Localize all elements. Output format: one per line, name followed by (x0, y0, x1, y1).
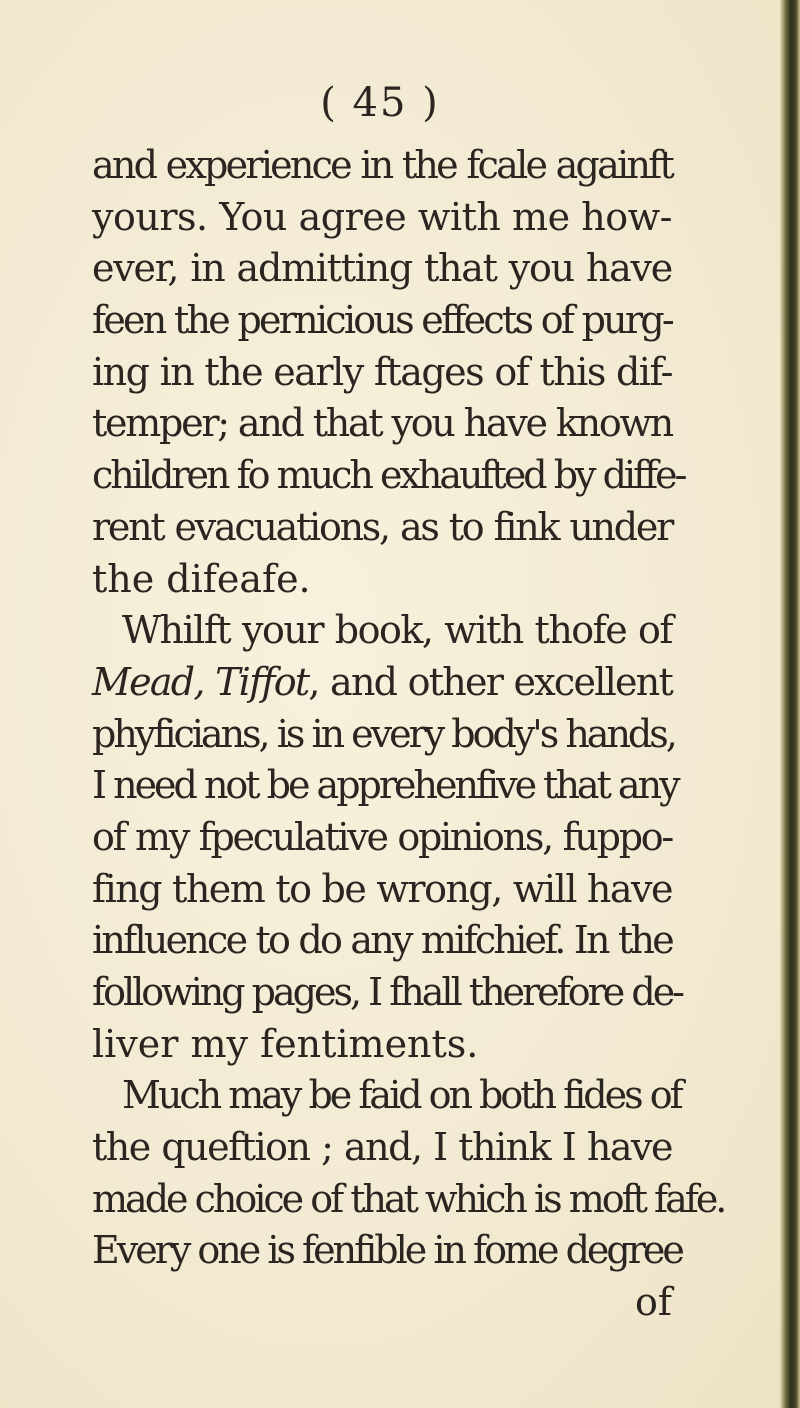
text-line: following pages, I fhall therefore de- (92, 970, 683, 1014)
italic-name: Mead, (92, 659, 216, 704)
text-line: made choice of that which is moft fafe. (92, 1176, 725, 1221)
text-line: Much may be faid on both fides of (122, 1073, 681, 1118)
page-gutter (780, 0, 800, 1408)
italic-name: Tiffot (215, 659, 309, 704)
text-line: ever, in admitting that you have (92, 246, 672, 291)
text-line: I need not be apprehenfive that any (92, 763, 678, 808)
text-segment: , and other excellent (308, 659, 672, 704)
text-line: phyficians, is in every body's hands, (92, 711, 675, 756)
text-line: rent evacuations, as to fink under (92, 504, 672, 549)
text-line: children fo much exhaufted by diffe- (92, 453, 685, 498)
text-line: liver my fentiments. (92, 1021, 479, 1066)
text-line: temper; and that you have known (92, 401, 672, 446)
text-line: influence to do any mifchief. In the (92, 918, 672, 963)
text-line: the queftion ; and, I think I have (92, 1125, 672, 1170)
text-line: feen the pernicious effects of purg- (92, 298, 672, 343)
text-line: Whilft your book, with thofe of (122, 608, 672, 653)
text-line (92, 657, 672, 709)
page-number: ( 45 ) (320, 80, 440, 126)
text-line: ing in the early ftages of this dif- (92, 349, 672, 394)
text-line: yours. You agree with me how- (92, 194, 672, 239)
text-line: fing them to be wrong, will have (92, 866, 672, 911)
body-text (92, 140, 725, 1329)
text-line: Every one is fenfible in fome degree (92, 1228, 682, 1273)
catchword: of (635, 1280, 672, 1325)
text-line: the difeafe. (92, 556, 311, 601)
text-line: of my fpeculative opinions, fuppo- (92, 814, 672, 859)
text-line: and experience in the fcale againft (92, 143, 672, 187)
